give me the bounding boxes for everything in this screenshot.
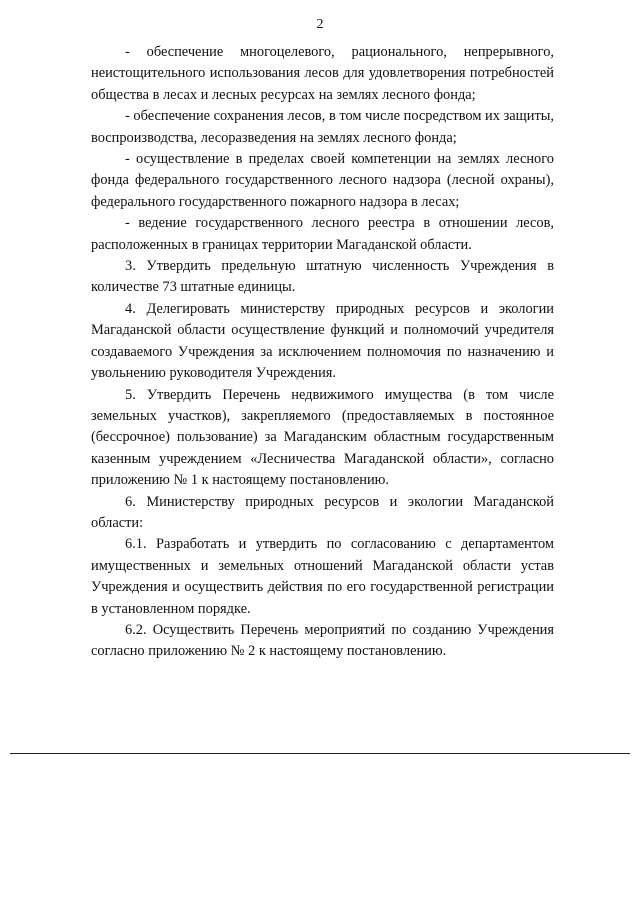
paragraph-item-4: 4. Делегировать министерству природных ресурсов и экологии Магаданской области осуществление функций и полномочий учредителя создаваемого Учреждения за исключением полномочия по назначению и увольнению руководителя Учреждения. bbox=[91, 300, 554, 382]
page-number: 2 bbox=[316, 17, 324, 32]
paragraph-item-6-2: 6.2. Осуществить Перечень мероприятий по созданию Учреждения согласно приложению № 2 к настоящему постановлению. bbox=[91, 621, 554, 660]
paragraph-forest-preservation: - обеспечение сохранения лесов, в том числе посредством их защиты, воспроизводства, лесоразведения на землях лесного фонда; bbox=[91, 108, 554, 146]
paragraph-forest-registry: - ведение государственного лесного реестра в отношении лесов, расположенных в границах территории Магаданской области. bbox=[91, 215, 554, 253]
paragraph-item-6-1: 6.1. Разработать и утвердить по согласованию с департаментом имущественных и земельных отношений Магаданской области устав Учреждения и осуществить действия по его государственной регистрации в установленном порядке. bbox=[91, 536, 554, 617]
bottom-divider-line bbox=[10, 753, 630, 754]
paragraph-item-5: 5. Утвердить Перечень недвижимого имущества (в том числе земельных участков), закрепляемого (предоставляемых в постоянное (бессрочное) пользование) за Магаданским областным государственным казенным учреждением «Лесничества Магаданской области», согласно приложению № 1 к настоящему постановлению. bbox=[91, 386, 554, 489]
paragraph-item-6: 6. Министерству природных ресурсов и экологии Магаданской области: bbox=[91, 493, 554, 531]
paragraph-item-3: 3. Утвердить предельную штатную численность Учреждения в количестве 73 штатные единицы. bbox=[91, 258, 554, 296]
document-body bbox=[91, 42, 554, 663]
paragraph-forest-use: - обеспечение многоцелевого, рационального, непрерывного, неистощительного использования лесов для удовлетворения потребностей общества в лесах и лесных ресурсах на землях лесного фонда; bbox=[91, 44, 554, 103]
paragraph-forest-supervision: - осуществление в пределах своей компетенции на землях лесного фонда федерального государственного лесного надзора (лесной охраны), федерального государственного пожарного надзора в лесах; bbox=[91, 151, 554, 210]
